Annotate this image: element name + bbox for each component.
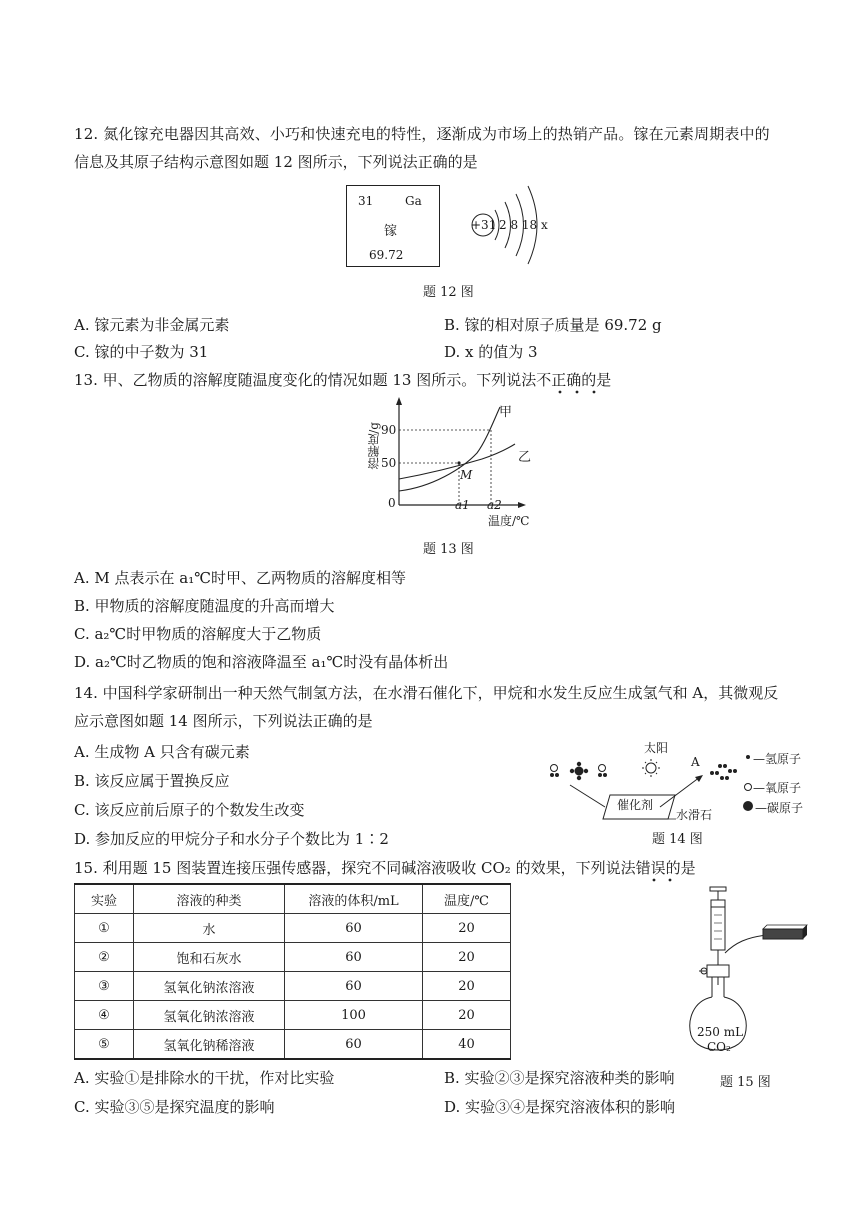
flask-gas-label: CO₂ [707, 1040, 731, 1054]
q15-option-d[interactable]: D. 实验③④是探究溶液体积的影响 [444, 1098, 676, 1116]
table-cell: 60 [285, 972, 423, 1001]
table-header-cell: 溶液的种类 [134, 884, 285, 914]
chart-ytick-50: 50 [381, 456, 397, 470]
q12-option-a[interactable]: A. 镓元素为非金属元素 [74, 316, 230, 334]
chart-ytick-0: 0 [388, 496, 396, 510]
atom-shells: 2 8 18 x [499, 218, 548, 232]
chart-curve-label-jia: 甲 [499, 405, 513, 420]
q15-option-c[interactable]: C. 实验③⑤是探究温度的影响 [74, 1098, 275, 1116]
table-row [75, 914, 511, 943]
chart-xtick-a1: a1 [455, 498, 470, 512]
table-header-row [75, 884, 511, 914]
table-cell: ③ [75, 972, 134, 1001]
water-molecule-icon-2 [598, 765, 607, 778]
table-cell: 20 [423, 914, 511, 943]
element-number: 31 [358, 194, 374, 208]
product-molecules-icon [710, 764, 737, 780]
table-header-cell: 溶液的体积/mL [285, 884, 423, 914]
reaction-product-label: A [691, 755, 700, 769]
table-cell: ⑤ [75, 1030, 134, 1060]
table-cell: ② [75, 943, 134, 972]
table-cell: ① [75, 914, 134, 943]
table-header-cell: 实验 [75, 884, 134, 914]
element-name: 镓 [384, 224, 398, 239]
chart-xtick-a2: a2 [487, 498, 502, 512]
q14-option-a[interactable]: A. 生成物 A 只含有碳元素 [74, 743, 250, 761]
q15-option-b[interactable]: B. 实验②③是探究溶液种类的影响 [444, 1069, 675, 1087]
q12-option-d[interactable]: D. x 的值为 3 [444, 343, 538, 361]
q12-figure-caption: 题 12 图 [423, 285, 474, 300]
table-cell: 20 [423, 1001, 511, 1030]
q12-stem-line1: 12. 氮化镓充电器因其高效、小巧和快速充电的特性，逐渐成为市场上的热销产品。镓在元素周期表中的 [74, 125, 770, 143]
legend-oxygen: —氧原子 [753, 781, 802, 795]
q13-figure-caption: 题 13 图 [423, 542, 474, 557]
sun-icon [642, 759, 660, 777]
element-card [346, 185, 440, 267]
q12-stem-line2: 信息及其原子结构示意图如题 12 图所示，下列说法正确的是 [74, 153, 478, 171]
table-cell: 40 [423, 1030, 511, 1060]
reaction-sun-label: 太阳 [644, 741, 669, 755]
flask-volume-label: 250 mL [697, 1025, 744, 1039]
chart-curve-label-yi: 乙 [518, 450, 532, 465]
q15-stem: 15. 利用题 15 图装置连接压强传感器，探究不同碱溶液吸收 CO₂ 的效果，下列说法错误的是 [74, 859, 696, 877]
q14-option-c[interactable]: C. 该反应前后原子的个数发生改变 [74, 801, 305, 819]
table-row [75, 972, 511, 1001]
table-cell: 60 [285, 943, 423, 972]
q12-option-c[interactable]: C. 镓的中子数为 31 [74, 343, 209, 361]
table-cell: 100 [285, 1001, 423, 1030]
methane-molecule-icon [570, 762, 588, 780]
reaction-support-label: 水滑石 [676, 808, 713, 822]
table-row [75, 1001, 511, 1030]
q13-option-c[interactable]: C. a₂℃时甲物质的溶解度大于乙物质 [74, 625, 322, 643]
emphasis-dots [556, 389, 606, 395]
q14-figure-caption: 题 14 图 [652, 832, 703, 847]
q12-option-b[interactable]: B. 镓的相对原子质量是 69.72 g [444, 316, 662, 334]
table-row [75, 1030, 511, 1060]
atom-nucleus: +31 [471, 218, 497, 232]
table-cell: 氢氧化钠浓溶液 [134, 1001, 285, 1030]
element-mass: 69.72 [369, 248, 404, 262]
table-cell: 氢氧化钠稀溶液 [134, 1030, 285, 1060]
chart-xlabel: 温度/℃ [488, 514, 530, 528]
q13-option-a[interactable]: A. M 点表示在 a₁℃时甲、乙两物质的溶解度相等 [74, 569, 407, 587]
q14-option-d[interactable]: D. 参加反应的甲烷分子和水分子个数比为 1∶2 [74, 830, 389, 848]
reaction-catalyst-label: 催化剂 [617, 798, 654, 812]
chart-point-label-m: M [460, 468, 473, 482]
q13-stem: 13. 甲、乙物质的溶解度随温度变化的情况如题 13 图所示。下列说法不正确的是 [74, 371, 612, 389]
table-cell: 水 [134, 914, 285, 943]
q15-option-a[interactable]: A. 实验①是排除水的干扰，作对比实验 [74, 1069, 335, 1087]
q14-stem-line1: 14. 中国科学家研制出一种天然气制氢方法，在水滑石催化下，甲烷和水发生反应生成氢气和 A，其微观反 [74, 684, 779, 702]
table-cell: 60 [285, 1030, 423, 1060]
experiment-table [74, 883, 511, 1060]
table-cell: 氢氧化钠浓溶液 [134, 972, 285, 1001]
q14-stem-line2: 应示意图如题 14 图所示，下列说法正确的是 [74, 712, 373, 730]
emphasis-dots-q15 [650, 877, 690, 883]
table-cell: 60 [285, 914, 423, 943]
chart-ylabel: 溶解度/g [367, 422, 381, 470]
q14-option-b[interactable]: B. 该反应属于置换反应 [74, 772, 230, 790]
q13-option-d[interactable]: D. a₂℃时乙物质的饱和溶液降温至 a₁℃时没有晶体析出 [74, 653, 449, 671]
table-cell: 饱和石灰水 [134, 943, 285, 972]
table-cell: 20 [423, 972, 511, 1001]
q15-figure-caption: 题 15 图 [720, 1075, 771, 1090]
chart-ytick-90: 90 [381, 423, 397, 437]
legend-carbon: —碳原子 [755, 801, 804, 815]
element-symbol: Ga [405, 194, 422, 208]
water-molecule-icon [550, 765, 559, 778]
legend-hydrogen: —氢原子 [753, 752, 802, 766]
table-cell: ④ [75, 1001, 134, 1030]
table-row [75, 943, 511, 972]
q13-option-b[interactable]: B. 甲物质的溶解度随温度的升高而增大 [74, 597, 335, 615]
table-header-cell: 温度/℃ [423, 884, 511, 914]
table-cell: 20 [423, 943, 511, 972]
